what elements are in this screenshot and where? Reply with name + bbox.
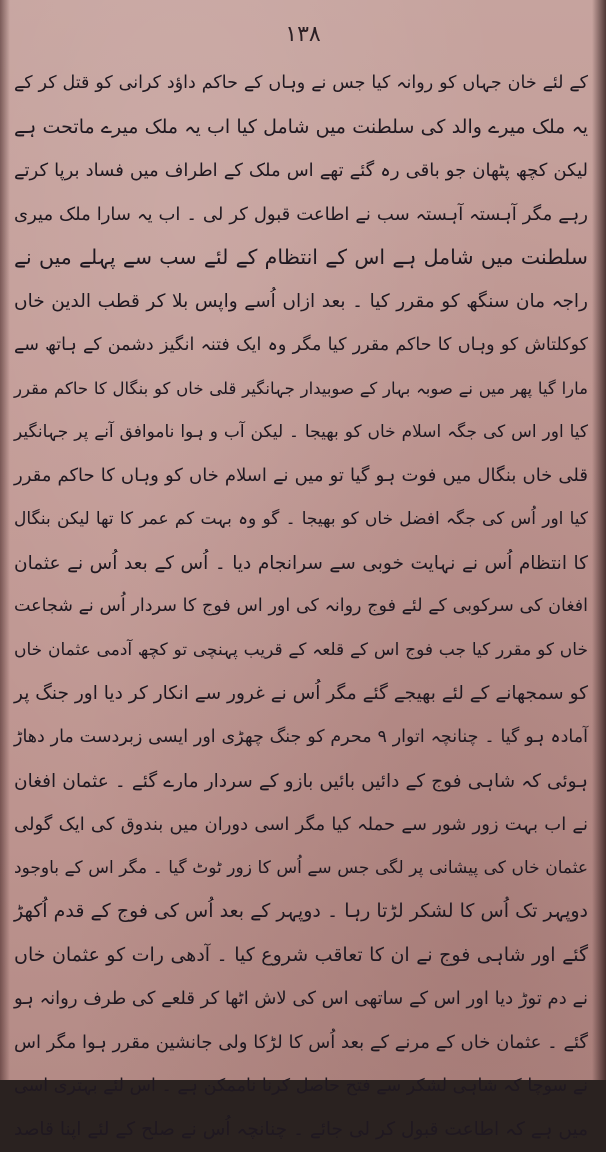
- text-line: کا انتظام اُس نے نہایت خوبی سے سرانجام دیا ۔ اُس کے بعد اُس نے عثمان: [14, 552, 588, 574]
- text-line: یہ ملک میرے والد کی سلطنت میں شامل کیا اب یہ ملک میرے ماتحت ہے: [14, 115, 588, 138]
- page-number: ۱۳۸: [285, 22, 321, 47]
- text-line: ہوئی کہ شاہی فوج کے دائیں بائیں بازو کے سردار مارے گئے ۔ عثمان افغان: [14, 770, 588, 792]
- text-line: کیا اور اُس کی جگہ افضل خاں کو بھیجا ۔ گو وہ بہت کم عمر کا تھا لیکن بنگال: [14, 508, 588, 529]
- text-line: افغان کی سرکوبی کے لئے فوج روانہ کی اور اس فوج کا سردار اُس نے شجاعت: [14, 596, 588, 617]
- text-line: مارا گیا پھر میں نے صوبہ بہار کے صوبیدار جہانگیر قلی خاں کو بنگال کا حاکم مقرر: [14, 379, 588, 399]
- text-line: کو سمجھانے کے لئے بھیجے گئے مگر اُس نے غرور سے انکار کر دیا اور جنگ پر: [14, 683, 588, 705]
- text-line: نے دم توڑ دیا اور اس کے ساتھی اس کی لاش اٹھا کر قلعے کی طرف روانہ ہو: [14, 988, 588, 1010]
- text-line: دوپہر تک اُس کا لشکر لڑتا رہا ۔ دوپہر کے بعد اُس کی فوج کے قدم اُکھڑ: [14, 900, 588, 923]
- text-line: نے سوچا کہ شاہی لشکر سے فتح حاصل کرنا ناممکن ہے ۔ اس لئے بہتری اسی: [14, 1075, 588, 1096]
- text-line: گئے ۔ عثمان خاں کے مرنے کے بعد اُس کا لڑکا ولی جانشین مقرر ہوا مگر اس: [14, 1032, 588, 1054]
- text-line: کے لئے خان جہاں کو روانہ کیا جس نے وہاں کے حاکم داؤد کرانی کو قتل کر کے: [14, 73, 588, 93]
- text-line: رہے مگر آہستہ آہستہ سب نے اطاعت قبول کر لی ۔ اب یہ سارا ملک میری: [14, 203, 588, 225]
- text-line: قلی خاں بنگال میں فوت ہو گیا تو میں نے اسلام خاں کو وہاں کا حاکم مقرر: [14, 465, 588, 487]
- text-line: عثمان خاں کی پیشانی پر لگی جس سے اُس کا زور ٹوٹ گیا ۔ مگر اس کے باوجود: [14, 857, 588, 878]
- page-body-text: [14, 62, 588, 1152]
- text-line: سلطنت میں شامل ہے اس کے انتظام کے لئے سب سے پہلے میں نے: [14, 245, 588, 270]
- text-line: لیکن کچھ پٹھان جو باقی رہ گئے تھے اس ملک کے اطراف میں فساد برپا کرتے: [14, 160, 588, 182]
- text-line: راجہ مان سنگھ کو مقرر کیا ۔ بعد ازاں اُسے واپس بلا کر قطب الدین خاں: [14, 290, 588, 312]
- text-line: خاں کو مقرر کیا جب فوج اس کے قلعہ کے قریب پہنچی تو کچھ آدمی عثمان خاں: [14, 639, 588, 660]
- text-line: آمادہ ہو گیا ۔ چنانچہ اتوار ۹ محرم کو جنگ چھڑی اور ایسی زبردست مار دھاڑ: [14, 726, 588, 747]
- text-line: گئے اور شاہی فوج نے ان کا تعاقب شروع کیا ۔ آدھی رات کو عثمان خاں: [14, 943, 588, 966]
- text-line: نے اب بہت زور شور سے حملہ کیا مگر اسی دوران میں بندوق کی ایک گولی: [14, 814, 588, 836]
- text-line: میں ہے کہ اطاعت قبول کر لی جائے ۔ چنانچہ اُس نے صلح کے لئے اپنا قاصد: [14, 1119, 588, 1141]
- text-line: کیا اور اس کی جگہ اسلام خاں کو بھیجا ۔ لیکن آب و ہوا ناموافق آنے پر جہانگیر: [14, 421, 588, 442]
- text-line: کوکلتاش کو وہاں کا حاکم مقرر کیا مگر وہ ایک فتنہ انگیز دشمن کے ہاتھ سے: [14, 334, 588, 355]
